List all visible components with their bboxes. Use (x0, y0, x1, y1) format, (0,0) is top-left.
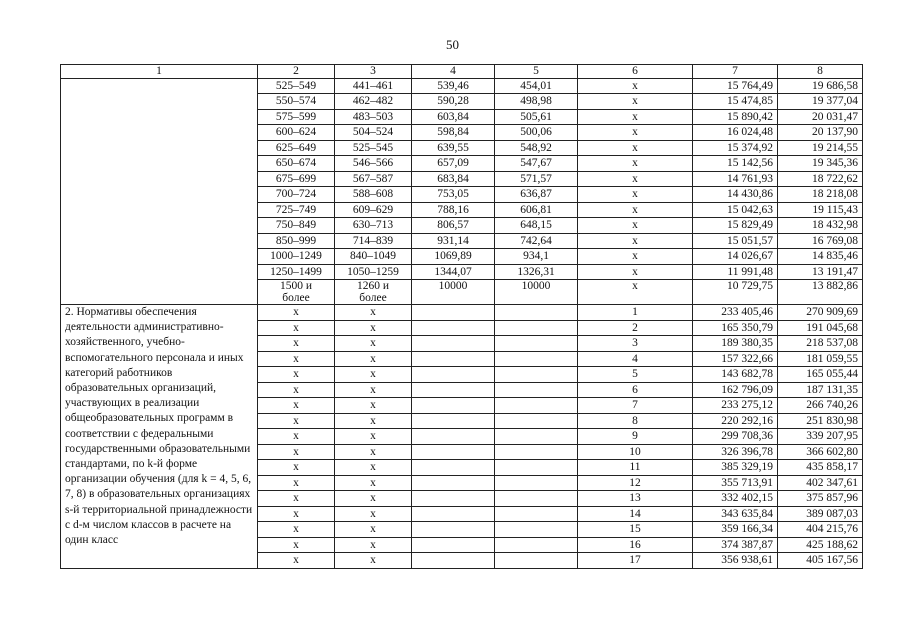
table-cell: 571,57 (495, 171, 578, 187)
table-cell (495, 522, 578, 538)
table-cell: 266 740,26 (778, 398, 863, 414)
table-cell: 5 (578, 367, 693, 383)
table-cell: x (578, 249, 693, 265)
column-header: 7 (693, 65, 778, 79)
table-cell: 539,46 (412, 78, 495, 94)
table-cell: 19 345,36 (778, 156, 863, 172)
table-cell: 498,98 (495, 94, 578, 110)
table-cell: 16 024,48 (693, 125, 778, 141)
table-cell: x (258, 506, 335, 522)
table-cell: x (578, 109, 693, 125)
table-cell: x (335, 367, 412, 383)
table-cell: 525–549 (258, 78, 335, 94)
table-cell: x (258, 398, 335, 414)
table-cell: 14 761,93 (693, 171, 778, 187)
table-cell (412, 491, 495, 507)
table-cell: 547,67 (495, 156, 578, 172)
table-cell: 374 387,87 (693, 537, 778, 553)
table-cell: 598,84 (412, 125, 495, 141)
table-cell: x (258, 413, 335, 429)
table-cell: 385 329,19 (693, 460, 778, 476)
table-cell: 359 166,34 (693, 522, 778, 538)
table-cell (495, 367, 578, 383)
table-cell: 650–674 (258, 156, 335, 172)
table-cell: 404 215,76 (778, 522, 863, 538)
table-cell (495, 460, 578, 476)
table-cell: 606,81 (495, 202, 578, 218)
table-cell: x (335, 351, 412, 367)
column-header: 8 (778, 65, 863, 79)
table-cell: 157 322,66 (693, 351, 778, 367)
column-header: 1 (61, 65, 258, 79)
table-cell: 165 055,44 (778, 367, 863, 383)
table-cell: 504–524 (335, 125, 412, 141)
table-cell: 8 (578, 413, 693, 429)
table-cell: 1000–1249 (258, 249, 335, 265)
table-cell: 19 214,55 (778, 140, 863, 156)
table-cell: 162 796,09 (693, 382, 778, 398)
table-cell: 366 602,80 (778, 444, 863, 460)
table-cell: x (258, 429, 335, 445)
table-cell: x (335, 320, 412, 336)
table-cell: x (578, 264, 693, 280)
table-cell: 639,55 (412, 140, 495, 156)
table-cell: 934,1 (495, 249, 578, 265)
table-cell: 18 432,98 (778, 218, 863, 234)
table-cell: 13 (578, 491, 693, 507)
table-cell: 1250–1499 (258, 264, 335, 280)
table-cell: 505,61 (495, 109, 578, 125)
table-cell: 402 347,61 (778, 475, 863, 491)
table-cell: 840–1049 (335, 249, 412, 265)
table-cell: x (335, 475, 412, 491)
table-cell: 742,64 (495, 233, 578, 249)
table-cell (495, 553, 578, 569)
table-cell: x (578, 125, 693, 141)
table-cell (495, 537, 578, 553)
table-cell: x (258, 475, 335, 491)
cell-line: более (359, 292, 387, 304)
table-cell: x (335, 382, 412, 398)
table-cell: 1 (578, 305, 693, 321)
table-cell: 10 (578, 444, 693, 460)
table-cell: 270 909,69 (778, 305, 863, 321)
table-cell: 567–587 (335, 171, 412, 187)
table-cell: x (335, 429, 412, 445)
table-cell: x (335, 491, 412, 507)
table-cell: x (335, 413, 412, 429)
table-cell (412, 475, 495, 491)
column-header: 5 (495, 65, 578, 79)
table-cell: x (335, 398, 412, 414)
table-cell: 15 142,56 (693, 156, 778, 172)
table-cell: 546–566 (335, 156, 412, 172)
table-cell: 750–849 (258, 218, 335, 234)
table-cell: 753,05 (412, 187, 495, 203)
table-cell: 590,28 (412, 94, 495, 110)
table-cell: 14 430,86 (693, 187, 778, 203)
table-cell: x (258, 336, 335, 352)
column-header: 3 (335, 65, 412, 79)
column-header: 4 (412, 65, 495, 79)
table-cell (412, 553, 495, 569)
table-cell: 19 377,04 (778, 94, 863, 110)
table-cell: 462–482 (335, 94, 412, 110)
table-cell: 683,84 (412, 171, 495, 187)
section2-label-cell: 2. Нормативы обеспечения деятельности административно-хозяйственного, учебно-вспомогательного персонала и иных категорий работников образовательных организаций, участвующих в реализации общеобразовательных программ в соответствии с федеральными государственными образовательными стандартами, по k-й форме организации обучения (для k = 4, 5, 6, 7, 8) в образовательных организациях s-й территориальной принадлежности с d-м числом классов в расчете на один класс (61, 305, 258, 569)
table-cell: 525–545 (335, 140, 412, 156)
section1-label-cell (61, 78, 258, 305)
table-cell: x (258, 367, 335, 383)
table-cell: 4 (578, 351, 693, 367)
table-cell: x (578, 202, 693, 218)
table-cell: x (258, 553, 335, 569)
table-cell: 15 051,57 (693, 233, 778, 249)
table-cell: 191 045,68 (778, 320, 863, 336)
table-cell: 625–649 (258, 140, 335, 156)
table-cell: 389 087,03 (778, 506, 863, 522)
table-cell: x (335, 460, 412, 476)
page-number: 50 (446, 37, 459, 52)
table-cell: 648,15 (495, 218, 578, 234)
table-cell: 20 137,90 (778, 125, 863, 141)
table-cell: 1344,07 (412, 264, 495, 280)
table-cell: 714–839 (335, 233, 412, 249)
table-cell: 9 (578, 429, 693, 445)
table-cell (335, 280, 412, 305)
table-cell (495, 320, 578, 336)
cell-line: более (282, 292, 310, 304)
table-cell: 725–749 (258, 202, 335, 218)
table-cell: x (578, 94, 693, 110)
column-header: 2 (258, 65, 335, 79)
table-cell: 11 (578, 460, 693, 476)
table-cell (412, 367, 495, 383)
table-cell: 375 857,96 (778, 491, 863, 507)
column-header: 6 (578, 65, 693, 79)
table-cell (412, 351, 495, 367)
table-cell: 187 131,35 (778, 382, 863, 398)
table-cell (412, 336, 495, 352)
table-cell: 3 (578, 336, 693, 352)
table-cell: x (258, 491, 335, 507)
table-cell: 15 764,49 (693, 78, 778, 94)
table-cell: 233 275,12 (693, 398, 778, 414)
table-cell: 220 292,16 (693, 413, 778, 429)
table-cell: 6 (578, 382, 693, 398)
table-cell: 332 402,15 (693, 491, 778, 507)
table-cell: x (335, 444, 412, 460)
table-cell: x (258, 444, 335, 460)
table-cell: x (258, 320, 335, 336)
table-cell (495, 336, 578, 352)
table-cell: 435 858,17 (778, 460, 863, 476)
table-cell: 326 396,78 (693, 444, 778, 460)
table-cell: x (258, 305, 335, 321)
table-cell: 548,92 (495, 140, 578, 156)
table-cell (495, 475, 578, 491)
table-cell: 12 (578, 475, 693, 491)
table-cell: 15 (578, 522, 693, 538)
table-cell: 588–608 (335, 187, 412, 203)
table-cell (495, 351, 578, 367)
table-cell: 18 722,62 (778, 171, 863, 187)
table-cell: x (578, 187, 693, 203)
table-cell (495, 444, 578, 460)
table-cell: 355 713,91 (693, 475, 778, 491)
table-cell: x (335, 522, 412, 538)
table-cell: x (335, 336, 412, 352)
table-cell: 15 474,85 (693, 94, 778, 110)
table-cell: x (258, 382, 335, 398)
table-cell: 143 682,78 (693, 367, 778, 383)
table-cell: 441–461 (335, 78, 412, 94)
table-cell (412, 522, 495, 538)
table-cell: 165 350,79 (693, 320, 778, 336)
table-cell: 15 890,42 (693, 109, 778, 125)
table-cell: x (258, 460, 335, 476)
table-cell: 189 380,35 (693, 336, 778, 352)
table-cell: 630–713 (335, 218, 412, 234)
table-cell: 609–629 (335, 202, 412, 218)
table-cell (412, 398, 495, 414)
header-row (61, 65, 863, 79)
table-cell: 405 167,56 (778, 553, 863, 569)
table-cell: 181 059,55 (778, 351, 863, 367)
table-cell: 600–624 (258, 125, 335, 141)
table-cell: 14 835,46 (778, 249, 863, 265)
table-cell: x (578, 280, 693, 305)
table-cell: 1050–1259 (335, 264, 412, 280)
table-cell: 13 191,47 (778, 264, 863, 280)
table-cell: 850–999 (258, 233, 335, 249)
table-cell: 18 218,08 (778, 187, 863, 203)
table-cell: 675–699 (258, 171, 335, 187)
table-cell: 7 (578, 398, 693, 414)
table-cell (258, 280, 335, 305)
table-cell: 10000 (412, 280, 495, 305)
table-cell (495, 398, 578, 414)
table-cell: 20 031,47 (778, 109, 863, 125)
cell-line: 1500 и (279, 280, 313, 292)
table-cell: 233 405,46 (693, 305, 778, 321)
table-cell: 13 882,86 (778, 280, 863, 305)
table-cell (495, 413, 578, 429)
table-cell: 19 115,43 (778, 202, 863, 218)
table-cell: 483–503 (335, 109, 412, 125)
table-cell (412, 320, 495, 336)
table-cell: 356 938,61 (693, 553, 778, 569)
table-cell: 299 708,36 (693, 429, 778, 445)
table-cell: x (335, 537, 412, 553)
table-cell (412, 429, 495, 445)
table-cell: x (578, 233, 693, 249)
table-cell: 11 991,48 (693, 264, 778, 280)
table-cell: 636,87 (495, 187, 578, 203)
table-cell (412, 506, 495, 522)
table-cell (412, 460, 495, 476)
table-cell: x (258, 522, 335, 538)
table-cell: x (578, 78, 693, 94)
table-cell: 657,09 (412, 156, 495, 172)
table-cell: x (258, 351, 335, 367)
table-row (61, 305, 863, 321)
table-cell (495, 382, 578, 398)
table-cell (495, 491, 578, 507)
table-cell: 603,84 (412, 109, 495, 125)
table-cell: 15 374,92 (693, 140, 778, 156)
table-cell: 806,57 (412, 218, 495, 234)
table-cell: x (335, 506, 412, 522)
table-cell (412, 305, 495, 321)
table-cell: 14 026,67 (693, 249, 778, 265)
table-cell: 16 (578, 537, 693, 553)
table-cell: 550–574 (258, 94, 335, 110)
table-cell: 218 537,08 (778, 336, 863, 352)
table-cell: 15 829,49 (693, 218, 778, 234)
table-cell: 500,06 (495, 125, 578, 141)
table-cell: 575–599 (258, 109, 335, 125)
table-cell: 19 686,58 (778, 78, 863, 94)
table-cell (412, 537, 495, 553)
norms-table (60, 64, 863, 569)
table-cell: 2 (578, 320, 693, 336)
table-cell (412, 413, 495, 429)
table-cell: 17 (578, 553, 693, 569)
table-cell: 700–724 (258, 187, 335, 203)
table-cell: x (578, 140, 693, 156)
table-cell: x (335, 305, 412, 321)
table-cell: 1326,31 (495, 264, 578, 280)
table-cell: 425 188,62 (778, 537, 863, 553)
table-cell: 454,01 (495, 78, 578, 94)
table-cell: 343 635,84 (693, 506, 778, 522)
table-cell: 15 042,63 (693, 202, 778, 218)
table-cell: x (578, 171, 693, 187)
table-cell: 10 729,75 (693, 280, 778, 305)
table-cell: 16 769,08 (778, 233, 863, 249)
table-cell: x (258, 537, 335, 553)
table-row (61, 78, 863, 94)
table-cell (495, 506, 578, 522)
table-cell (495, 429, 578, 445)
table-cell: 1069,89 (412, 249, 495, 265)
table-cell: 788,16 (412, 202, 495, 218)
table-cell: 14 (578, 506, 693, 522)
table-cell (495, 305, 578, 321)
table-cell: 251 830,98 (778, 413, 863, 429)
table-cell: x (578, 218, 693, 234)
table-cell: x (578, 156, 693, 172)
table-cell: x (335, 553, 412, 569)
cell-line: 1260 и (356, 280, 390, 292)
table-cell (412, 444, 495, 460)
table-cell (412, 382, 495, 398)
table-cell: 339 207,95 (778, 429, 863, 445)
table-cell: 10000 (495, 280, 578, 305)
table-cell: 931,14 (412, 233, 495, 249)
